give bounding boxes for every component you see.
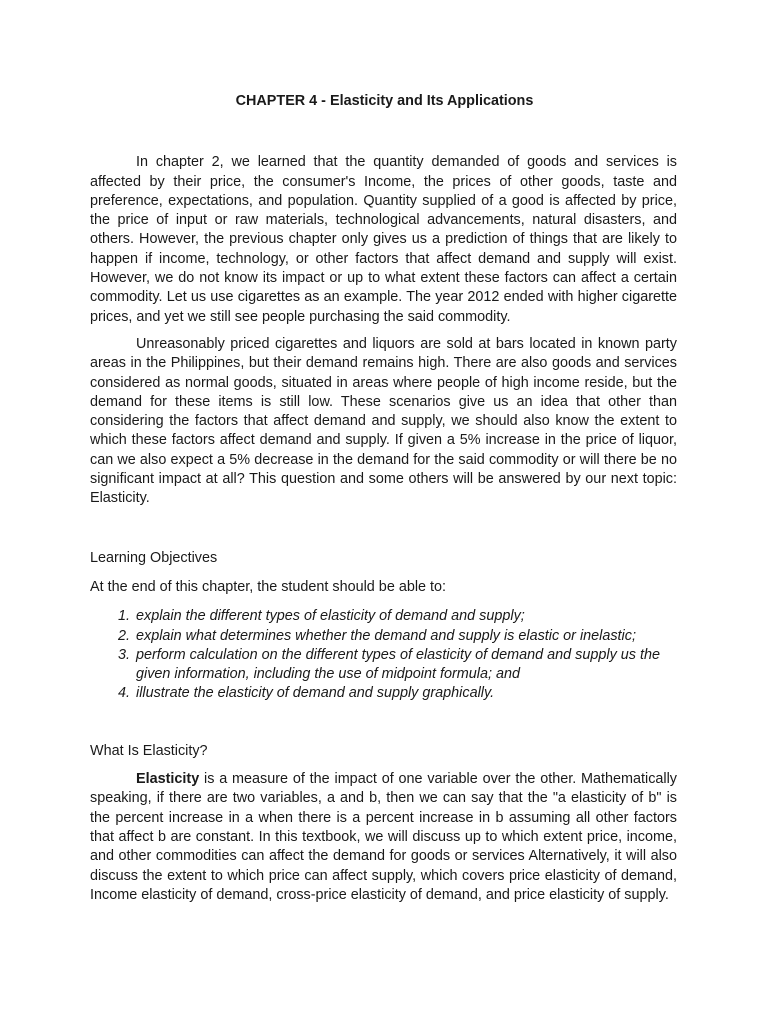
objectives-list (90, 607, 677, 703)
chapter-title: CHAPTER 4 - Elasticity and Its Applications (235, 93, 534, 109)
objective-item: 3. perform calculation on the different types of elasticity of demand and supply us the given information, including the use of midpoint formula; and (134, 646, 677, 685)
intro-paragraph: In chapter 2, we learned that the quantity demanded of goods and services is affected by their price, the consumer's Income, the prices of other goods, taste and preference, expectations, and population. Quantity supplied of a good is affected by price, the price of input or raw materials, technological advancements, natural disasters, and others. However, the previous chapter only gives us a prediction of things that are likely to happen if income, technology, or other factors that affect demand and supply will exist. However, we do not know its impact or up to what extent these factors can affect a certain commodity. Let us use cigarettes as an example. The year 2012 ended with higher cigarette prices, and yet we still see people purchasing the said commodity. (90, 154, 677, 325)
objective-item: 2. explain what determines whether the demand and supply is elastic or inelastic; (134, 627, 677, 646)
learning-objectives-heading: Learning Objectives (90, 549, 218, 566)
objective-item: 4. illustrate the elasticity of demand and supply graphically. (134, 684, 677, 703)
what-is-elasticity-heading: What Is Elasticity? (90, 742, 208, 759)
elasticity-paragraph (90, 770, 677, 905)
elasticity-term: Elasticity (136, 771, 200, 788)
scenario-paragraph: Unreasonably priced cigarettes and liquors are sold at bars located in known party areas in the Philippines, but their demand remains high. There are also goods and services considered as normal goods, situated in areas where people of high income reside, but the demand for these items is still low. These scenarios give us an idea that other than considering the factors that affect demand and supply, we should also know the extent to which these factors affect demand and supply. If given a 5% increase in the price of liquor, can we also expect a 5% decrease in the demand for the said commodity or will there be no significant impact at all? This question and some others will be answered by our next topic: Elasticity. (90, 335, 677, 507)
elasticity-definition: is a measure of the impact of one variable over the other. Mathematically speaking, if there are two variables, a and b, then we can say that the "a elasticity of b" is the percent increase in a when there is a percent increase in b assuming all other factors that affect b are constant. In this textbook, we will discuss up to which extent price, income, and other commodities can affect the demand for goods or services Alternatively, it will also discuss the extent to which price can affect supply, which covers price elasticity of demand, Income elasticity of demand, cross-price elasticity of demand, and price elasticity of supply. (90, 771, 677, 903)
objective-item: 1. explain the different types of elasticity of demand and supply; (134, 607, 677, 626)
objectives-intro: At the end of this chapter, the student should be able to: (90, 578, 447, 595)
